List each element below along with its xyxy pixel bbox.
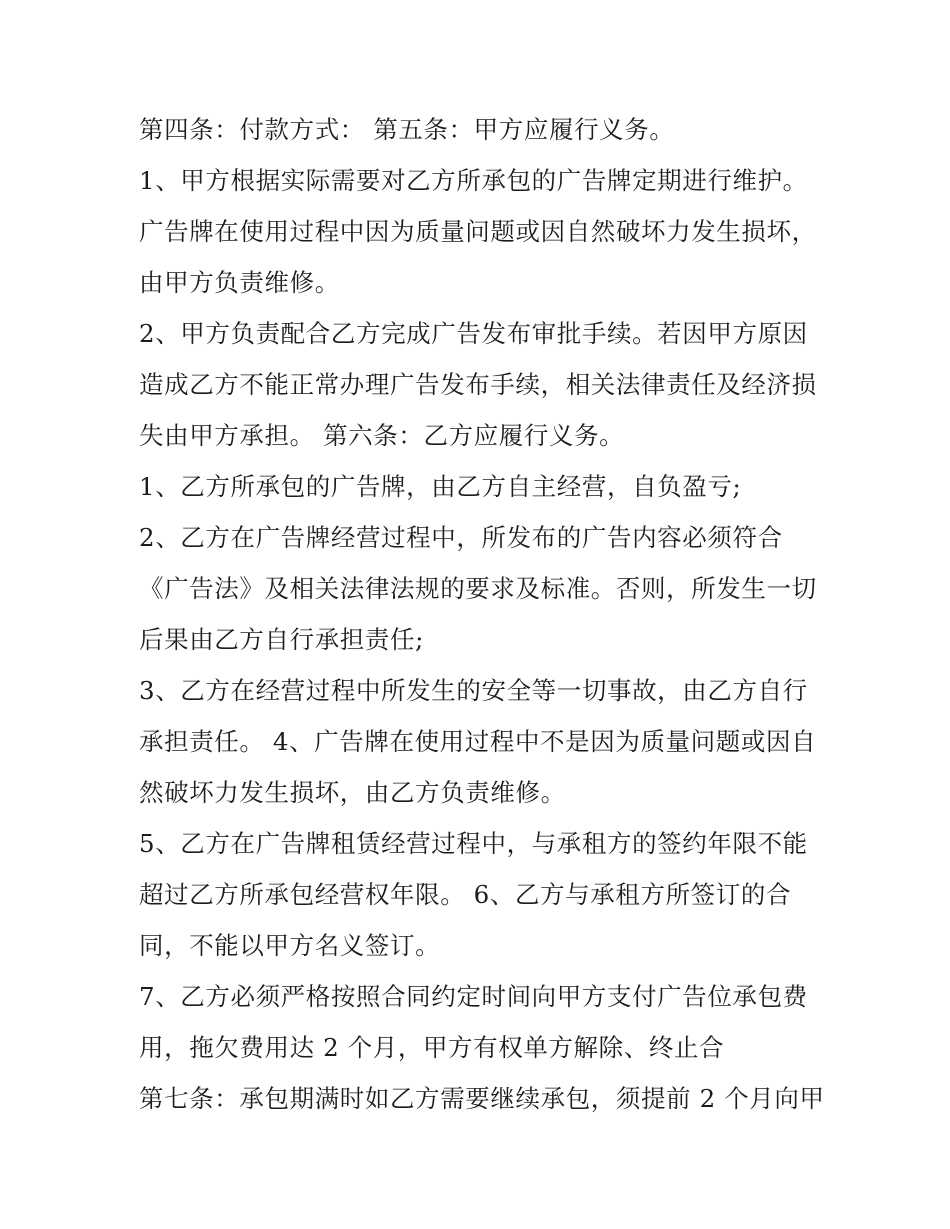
text-line: 由甲方负责维修。 (139, 268, 340, 297)
text-line: 1、乙方所承包的广告牌，由乙方自主经营，自负盈亏; (139, 472, 742, 501)
text-line: 用，拖欠费用达 2 个月，甲方有权单方解除、终止合 (139, 1033, 725, 1062)
text-line: 广告牌在使用过程中因为质量问题或因自然破坏力发生损坏， (139, 217, 817, 246)
text-line: 承担责任。 4、广告牌在使用过程中不是因为质量问题或因自 (139, 727, 817, 756)
text-line: 2、甲方负责配合乙方完成广告发布审批手续。若因甲方原因 (139, 319, 808, 348)
text-line: 造成乙方不能正常办理广告发布手续，相关法律责任及经济损 (139, 370, 817, 399)
text-line: 2、乙方在广告牌经营过程中，所发布的广告内容必须符合 (139, 523, 783, 552)
text-line: 超过乙方所承包经营权年限。 6、乙方与承租方所签订的合 (139, 880, 792, 909)
text-line: 3、乙方在经营过程中所发生的安全等一切事故，由乙方自行 (139, 676, 808, 705)
text-line: 1、甲方根据实际需要对乙方所承包的广告牌定期进行维护。 (139, 166, 808, 195)
text-line: 失由甲方承担。 第六条：乙方应履行义务。 (139, 421, 625, 450)
text-line: 5、乙方在广告牌租赁经营过程中，与承租方的签约年限不能 (139, 829, 808, 858)
text-line: 《广告法》及相关法律法规的要求及标准。否则，所发生一切 (139, 574, 817, 603)
text-line: 然破坏力发生损坏，由乙方负责维修。 (139, 778, 566, 807)
text-line: 7、乙方必须严格按照合同约定时间向甲方支付广告位承包费 (139, 982, 808, 1011)
document-body (139, 107, 829, 1127)
text-line: 后果由乙方自行承担责任; (139, 625, 424, 654)
text-line: 同，不能以甲方名义签订。 (139, 931, 441, 960)
text-line: 第七条：承包期满时如乙方需要继续承包，须提前 2 个月向甲 (139, 1084, 825, 1113)
text-line: 第四条：付款方式： 第五条：甲方应履行义务。 (139, 115, 675, 144)
